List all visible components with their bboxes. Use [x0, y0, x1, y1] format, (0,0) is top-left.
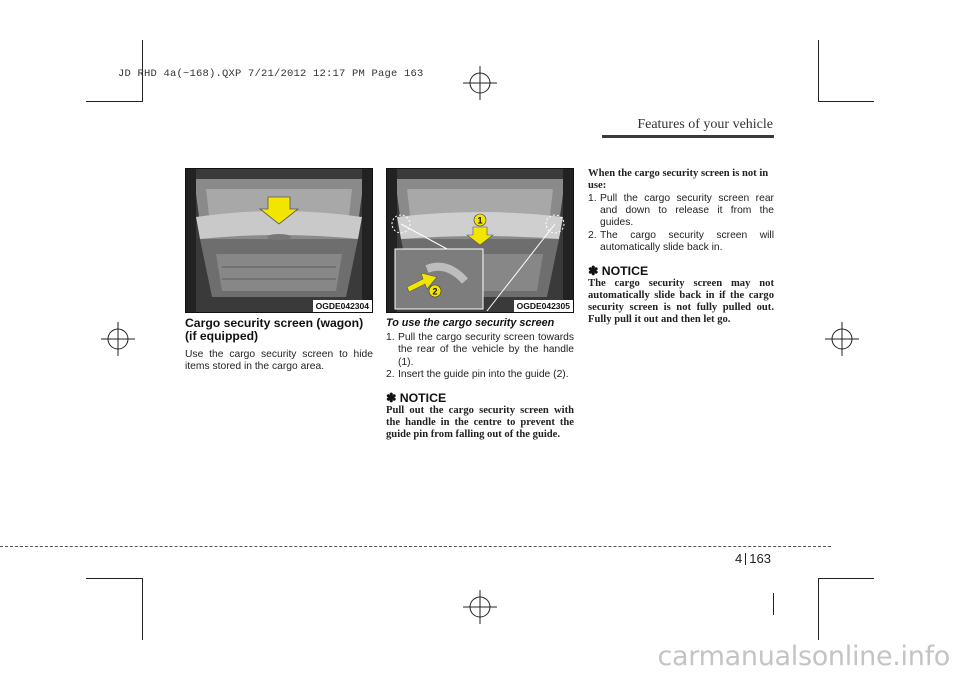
figure-cargo-screen-wagon — [185, 168, 373, 313]
watermark: carmanualsonline.info — [657, 641, 950, 672]
notice-title: ✽ NOTICE — [386, 391, 447, 406]
steps-list — [386, 332, 574, 381]
registration-mark-icon — [463, 590, 497, 624]
list-item: 1. Pull the cargo security screen rear and down to release it from the guides. — [588, 193, 774, 229]
steps-list — [588, 193, 774, 254]
intro-text: When the cargo security screen is not in use: — [588, 168, 769, 191]
notice-body: Pull out the cargo security screen with the handle in the centre to prevent the guide pin from falling out of the guide. — [386, 405, 574, 441]
inset-detail — [395, 249, 483, 309]
page-number — [735, 551, 771, 566]
callout-label: 2 — [432, 286, 438, 297]
registration-mark-icon — [463, 66, 497, 100]
chapter-number: 4 — [735, 551, 743, 566]
subheading: To use the cargo security screen — [386, 317, 555, 329]
registration-mark-icon — [825, 322, 859, 356]
column-1 — [185, 317, 373, 373]
notice-title: ✽ NOTICE — [588, 264, 649, 279]
column-3 — [588, 168, 774, 326]
figure-code: OGDE042304 — [313, 300, 372, 312]
callout-circle-icon — [474, 214, 486, 226]
registration-mark-icon — [101, 322, 135, 356]
page-number-separator — [745, 553, 746, 565]
section-heading: Cargo security screen (wagon) (if equipped) — [185, 316, 364, 343]
figure-code: OGDE042305 — [514, 300, 573, 312]
callout-label: 1 — [477, 215, 483, 226]
section-body: Use the cargo security screen to hide items stored in the cargo area. — [185, 349, 373, 373]
column-2 — [386, 317, 574, 441]
cargo-area-illustration — [186, 169, 372, 312]
trim-tick — [773, 593, 774, 615]
notice-body: The cargo security screen may not automatically slide back in if the cargo security screen is not fully pulled out. Fully pull it out and then let go. — [588, 278, 774, 326]
figure-cargo-screen-use — [386, 168, 574, 313]
header-rule — [602, 135, 774, 138]
list-item: 1. Pull the cargo security screen towards the rear of the vehicle by the handle (1). — [386, 332, 574, 368]
running-header: Features of your vehicle — [637, 117, 773, 132]
print-slug: JD RHD 4a(~168).QXP 7/21/2012 12:17 PM Page 163 — [118, 68, 424, 80]
list-item: 2. Insert the guide pin into the guide (2). — [386, 368, 569, 380]
footer-divider — [0, 546, 831, 547]
page-number-value: 163 — [749, 551, 771, 566]
cargo-area-illustration — [387, 169, 573, 312]
list-item: 2. The cargo security screen will automatically slide back in. — [588, 229, 774, 253]
callout-circle-icon — [429, 285, 441, 297]
